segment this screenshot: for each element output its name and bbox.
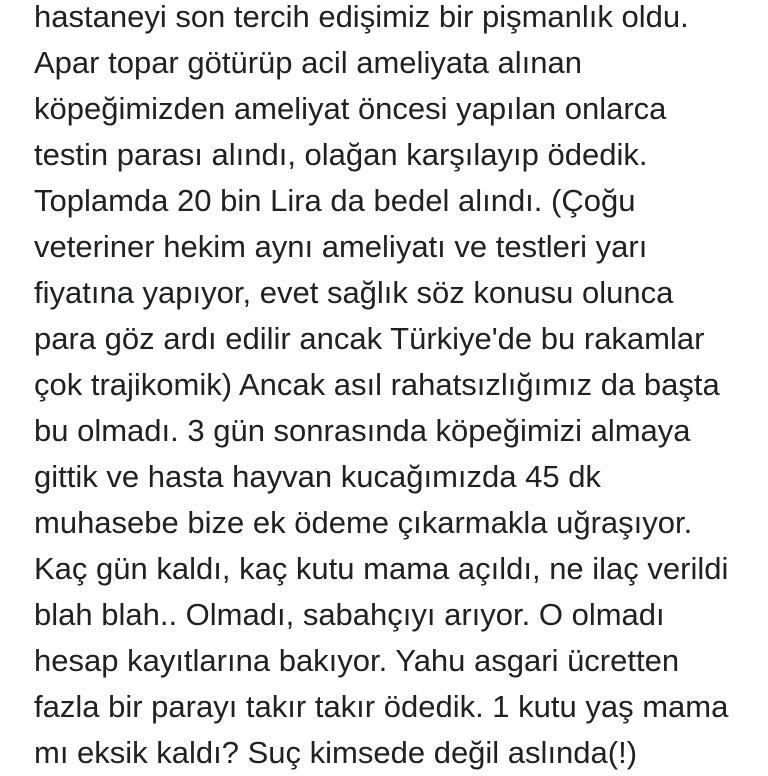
review-text [34,0,762,776]
review-line: çok trajikomik) Ancak asıl rahatsızlığımız da başta [34,367,720,402]
review-line: fiyatına yapıyor, evet sağlık söz konusu olunca [34,275,674,310]
review-line: mı eksik kaldı? Suç kimsede değil aslında(!) [34,735,638,770]
review-line: para göz ardı edilir ancak Türkiye'de bu rakamlar [34,321,705,356]
review-line: Toplamda 20 bin Lira da bedel alındı. (Çoğu [34,183,636,218]
review-line: veteriner hekim aynı ameliyatı ve testleri yarı [34,229,648,264]
review-line: gittik ve hasta hayvan kucağımızda 45 dk [34,459,601,494]
review-line: testin parası alındı, olağan karşılayıp ödedik. [34,137,648,172]
review-line: Kaç gün kaldı, kaç kutu mama açıldı, ne ilaç verildi [34,551,729,586]
review-line: blah blah.. Olmadı, sabahçıyı arıyor. O olmadı [34,597,665,632]
review-line: bu olmadı. 3 gün sonrasında köpeğimizi almaya [34,413,691,448]
review-line: köpeğimizden ameliyat öncesi yapılan onlarca [34,91,667,126]
review-line: hesap kayıtlarına bakıyor. Yahu asgari ücretten [34,643,680,678]
review-line: muhasebe bize ek ödeme çıkarmakla uğraşıyor. [34,505,693,540]
review-line: Apar topar götürüp acil ameliyata alınan [34,45,582,80]
review-line: hastaneyi son tercih edişimiz bir pişmanlık oldu. [34,0,689,34]
review-line: fazla bir parayı takır takır ödedik. 1 kutu yaş mama [34,689,729,724]
